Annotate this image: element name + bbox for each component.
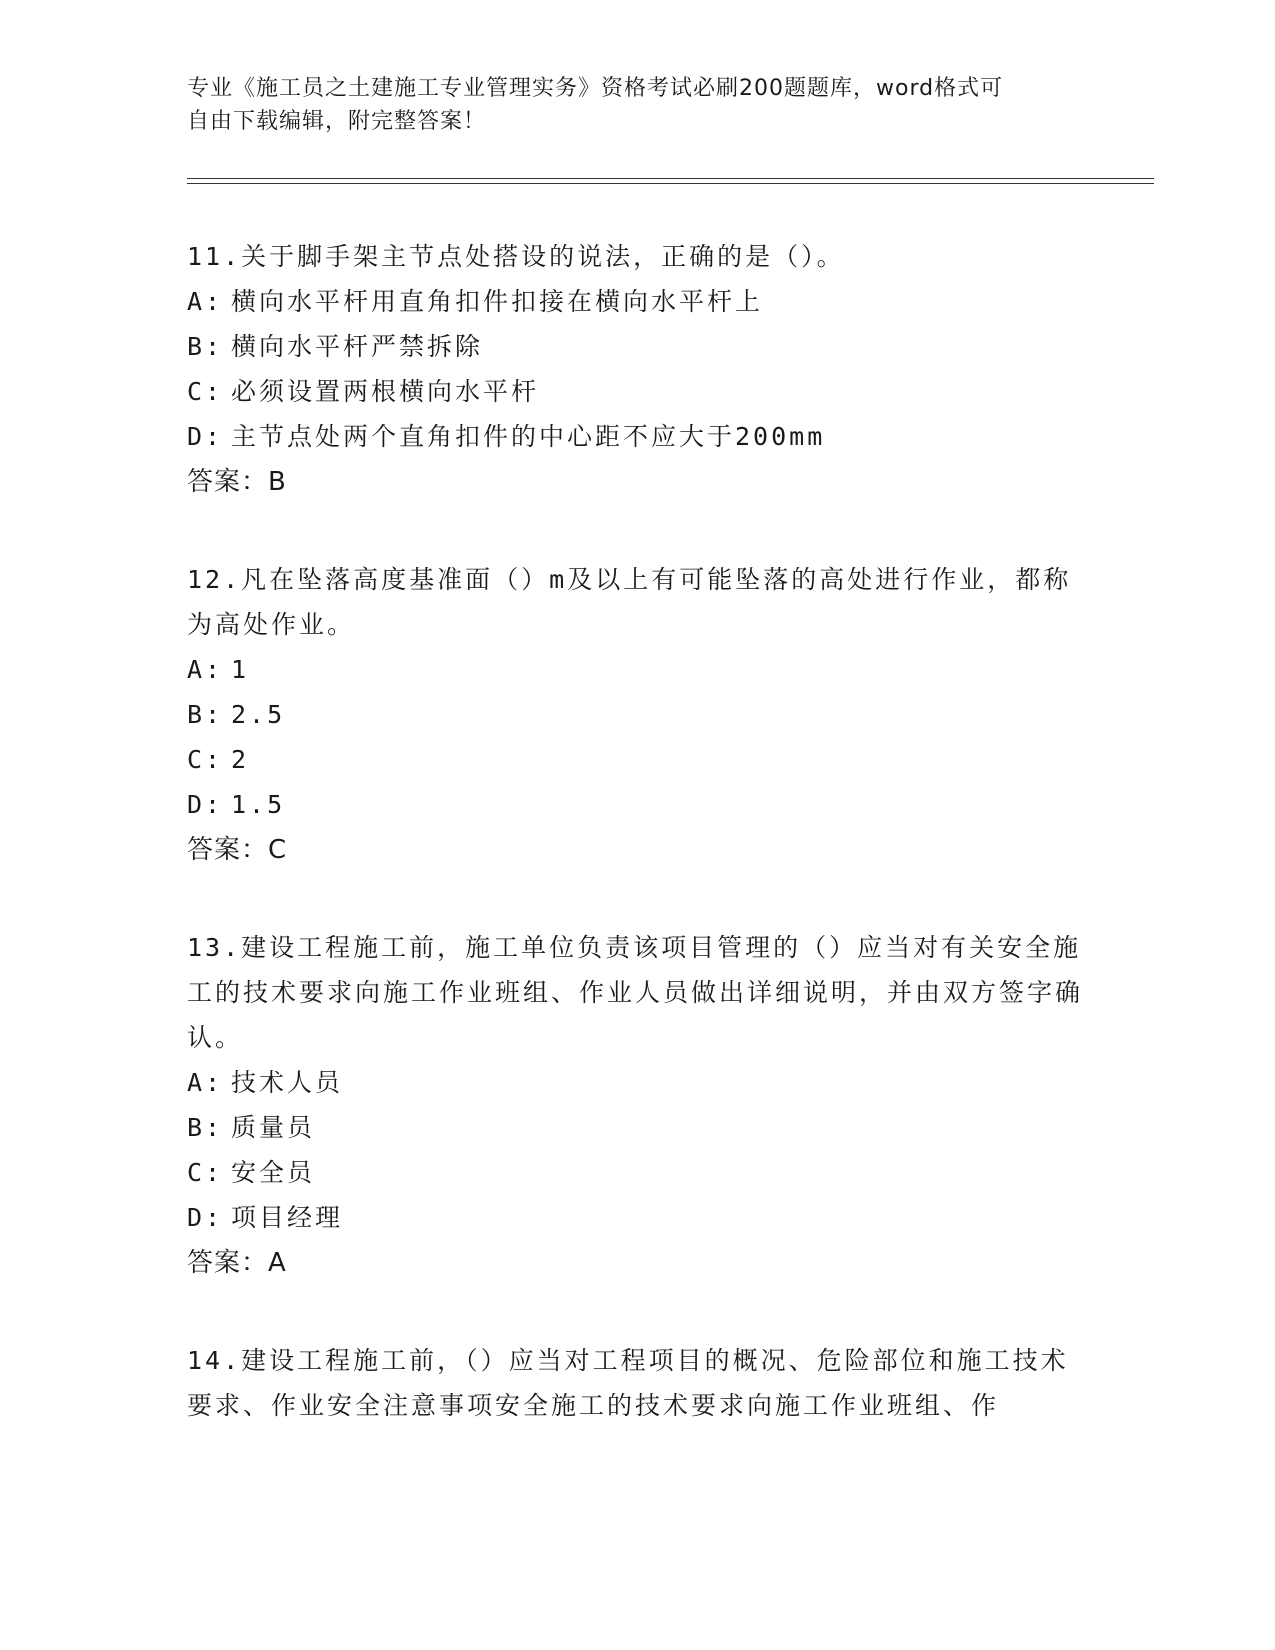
- option-b: [187, 1105, 1087, 1150]
- answer: 答案：B: [187, 467, 287, 497]
- option-c: [187, 1150, 1087, 1195]
- option-a: [187, 1060, 1087, 1105]
- question-text: 13.建设工程施工前，施工单位负责该项目管理的（）应当对有关安全施工的技术要求向施工作业班组、作业人员做出详细说明，并由双方签字确认。: [187, 933, 1084, 1052]
- option-d: [187, 782, 1087, 827]
- document-header: [187, 72, 1067, 138]
- header-divider-top: [187, 178, 1154, 179]
- option-label: A:: [187, 287, 224, 316]
- option-c: [187, 369, 1087, 414]
- header-divider-bottom: [187, 183, 1154, 184]
- question-list: [187, 234, 1087, 1480]
- header-line-1: 专业《施工员之土建施工专业管理实务》资格考试必刷200题题库，word格式可: [187, 76, 1004, 101]
- header-line-2: 自由下载编辑，附完整答案！: [187, 109, 487, 134]
- question-text: 11.关于脚手架主节点处搭设的说法，正确的是（）。: [187, 242, 845, 271]
- option-label: A:: [187, 1068, 224, 1097]
- option-label: A:: [187, 655, 224, 684]
- option-a: [187, 279, 1087, 324]
- answer: 答案：A: [187, 1248, 287, 1278]
- option-text: 1.5: [231, 790, 286, 819]
- option-text: 横向水平杆用直角扣件扣接在横向水平杆上: [231, 287, 764, 316]
- question-11: [187, 234, 1087, 505]
- option-text: 项目经理: [231, 1203, 344, 1232]
- option-text: 技术人员: [231, 1068, 344, 1097]
- option-text: 2.5: [231, 700, 286, 729]
- option-b: [187, 692, 1087, 737]
- option-label: D:: [187, 1203, 224, 1232]
- answer: 答案：C: [187, 835, 288, 865]
- question-14: [187, 1338, 1087, 1428]
- option-label: C:: [187, 377, 224, 406]
- option-b: [187, 324, 1087, 369]
- option-label: D:: [187, 422, 224, 451]
- question-13: [187, 925, 1087, 1286]
- option-text: 2: [231, 745, 250, 774]
- option-label: B:: [187, 1113, 224, 1142]
- option-text: 必须设置两根横向水平杆: [231, 377, 540, 406]
- option-text: 安全员: [231, 1158, 316, 1187]
- option-text: 横向水平杆严禁拆除: [231, 332, 484, 361]
- option-c: [187, 737, 1087, 782]
- option-d: [187, 414, 1087, 459]
- option-label: C:: [187, 1158, 224, 1187]
- option-label: B:: [187, 332, 224, 361]
- option-text: 主节点处两个直角扣件的中心距不应大于200mm: [231, 422, 826, 451]
- option-label: D:: [187, 790, 224, 819]
- option-a: [187, 647, 1087, 692]
- question-text: 12.凡在坠落高度基准面（）m及以上有可能坠落的高处进行作业，都称为高处作业。: [187, 565, 1072, 639]
- option-text: 1: [231, 655, 250, 684]
- option-d: [187, 1195, 1087, 1240]
- option-label: C:: [187, 745, 224, 774]
- option-label: B:: [187, 700, 224, 729]
- question-text: 14.建设工程施工前，（）应当对工程项目的概况、危险部位和施工技术要求、作业安全注意事项安全施工的技术要求向施工作业班组、作: [187, 1346, 1069, 1420]
- option-text: 质量员: [231, 1113, 316, 1142]
- question-12: [187, 557, 1087, 873]
